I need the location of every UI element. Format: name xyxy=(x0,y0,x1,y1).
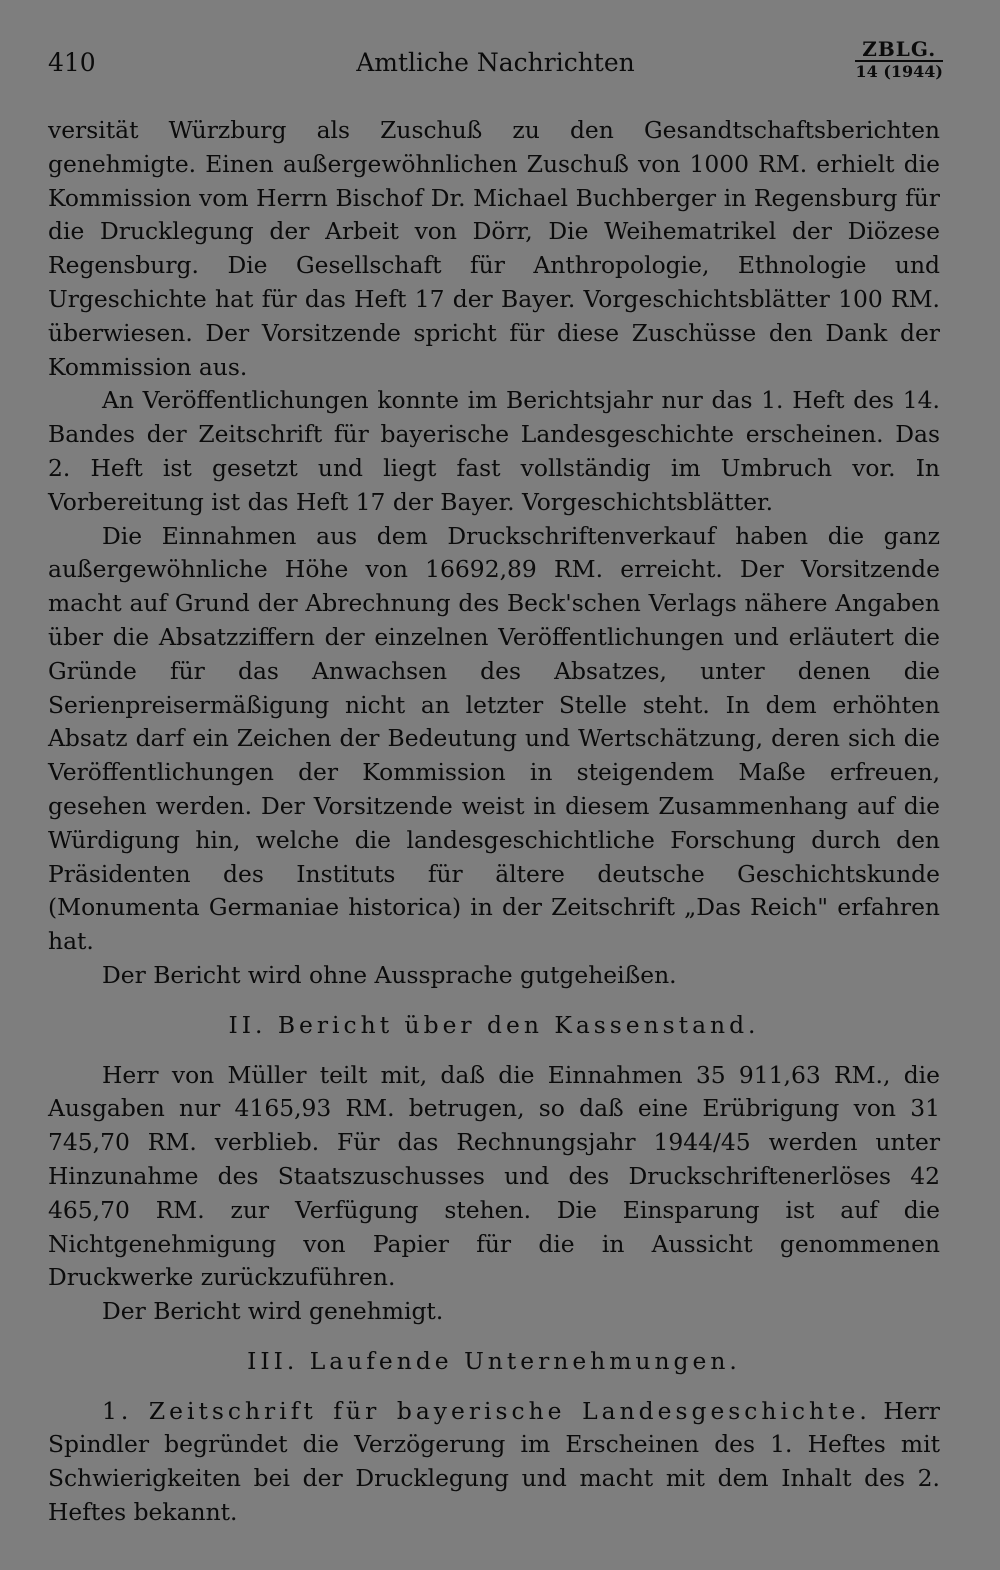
page-number: 410 xyxy=(48,48,96,77)
paragraph-7-text: Herr Spindler begründet die Verzögerung im Erscheinen des 1. Heftes mit Schwierigkeiten bei der Drucklegung und macht mit dem Inhalt des 2. Heftes bekannt. xyxy=(48,1396,940,1527)
journal-abbreviation: ZBLG. xyxy=(855,38,943,62)
section-heading-3: III. Laufende Unternehmungen. xyxy=(247,1346,741,1375)
journal-reference xyxy=(855,38,943,82)
section-heading-2: II. Bericht über den Kassenstand. xyxy=(228,1010,760,1039)
journal-volume: 14 (1944) xyxy=(855,62,943,81)
paragraph-1: versität Würzburg als Zuschuß zu den Gesandtschaftsberichten genehmigte. Einen außergewöhnlichen Zuschuß von 1000 RM. erhielt die Kommission vom Herrn Bischof Dr. Michael Buchberger in Regensburg für die Drucklegung der Arbeit von Dörr, Die Weihematrikel der Diözese Regensburg. Die Gesellschaft für Anthropologie, Ethnologie und Urgeschichte hat für das Heft 17 der Bayer. Vorgeschichtsblätter 100 RM. überwiesen. Der Vorsitzende spricht für diese Zuschüsse den Dank der Kommission aus. xyxy=(48,116,940,381)
subsection-title: 1. Zeitschrift für bayerische Landesgeschichte. xyxy=(102,1396,871,1425)
paragraph-7 xyxy=(48,1395,940,1530)
page-header xyxy=(48,37,943,88)
body-text xyxy=(48,114,940,1530)
paragraph-3: Die Einnahmen aus dem Druckschriftenverkauf haben die ganz außergewöhnliche Höhe von 16692,89 RM. erreicht. Der Vorsitzende macht auf Grund der Abrechnung des Beck'schen Verlags nähere Angaben über die Absatzziffern der einzelnen Veröffentlichungen und erläutert die Gründe für das Anwachsen des Absatzes, unter denen die Serienpreisermäßigung nicht an letzter Stelle steht. In dem erhöhten Absatz darf ein Zeichen der Bedeutung und Wertschätzung, deren sich die Veröffentlichungen der Kommission in steigendem Maße erfreuen, gesehen werden. Der Vorsitzende weist in diesem Zusammenhang auf die Würdigung hin, welche die landesgeschichtliche Forschung durch den Präsidenten des Instituts für ältere deutsche Geschichtskunde (Monumenta Germaniae historica) in der Zeitschrift „Das Reich" erfahren hat. xyxy=(48,521,940,956)
paragraph-5: Herr von Müller teilt mit, daß die Einnahmen 35 911,63 RM., die Ausgaben nur 4165,93 RM. betrugen, so daß eine Erübrigung von 31 745,70 RM. verblieb. Für das Rechnungsjahr 1944/45 werden unter Hinzunahme des Staatszuschusses und des Druckschriftenerlöses 42 465,70 RM. zur Verfügung stehen. Die Einsparung ist auf die Nichtgenehmigung von Papier für die in Aussicht genommenen Druckwerke zurückzuführen. xyxy=(48,1060,940,1292)
paragraph-6: Der Bericht wird genehmigt. xyxy=(102,1297,444,1326)
running-head: Amtliche Nachrichten xyxy=(356,48,635,77)
paragraph-4: Der Bericht wird ohne Aussprache gutgeheißen. xyxy=(102,960,677,989)
paragraph-2: An Veröffentlichungen konnte im Berichtsjahr nur das 1. Heft des 14. Bandes der Zeitschrift für bayerische Landesgeschichte erscheinen. Das 2. Heft ist gesetzt und liegt fast vollständig im Umbruch vor. In Vorbereitung ist das Heft 17 der Bayer. Vorgeschichtsblätter. xyxy=(48,386,940,516)
